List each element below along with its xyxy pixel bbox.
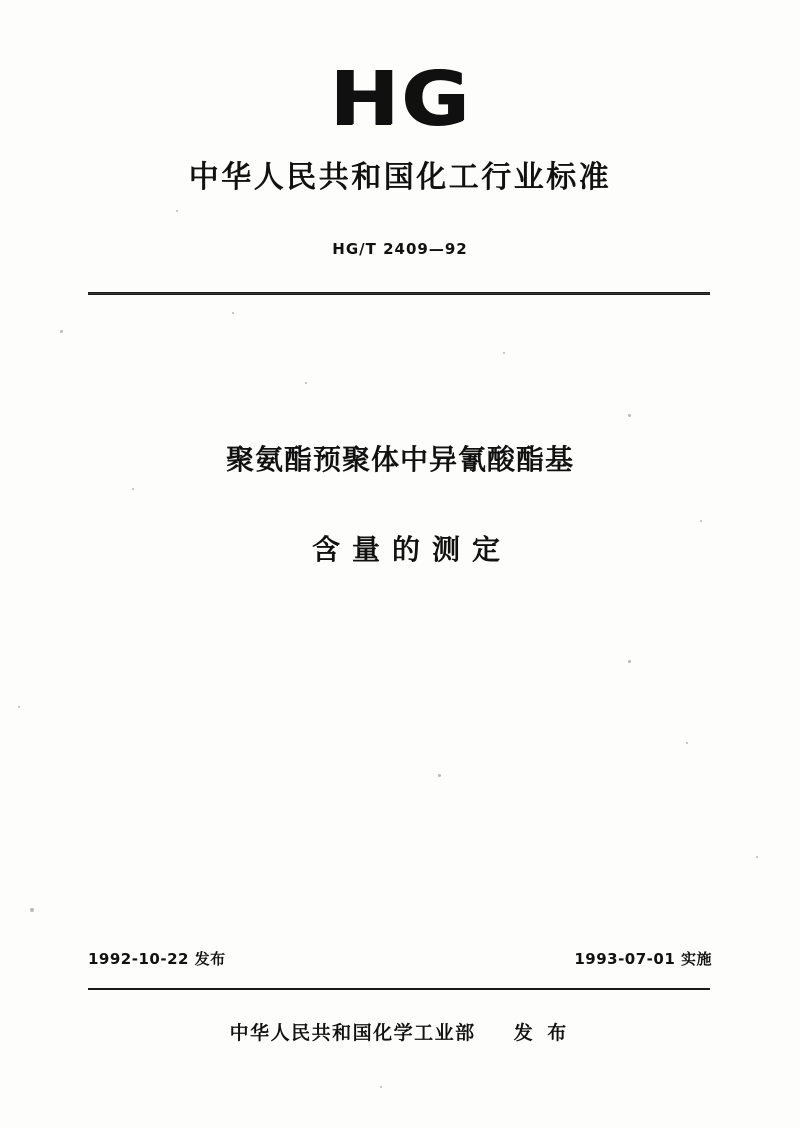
scan-speck bbox=[503, 352, 505, 354]
scan-speck bbox=[756, 856, 758, 858]
scan-speck bbox=[132, 488, 134, 490]
page-title-line-2: 含量的测定 bbox=[311, 533, 512, 566]
date-row bbox=[0, 948, 800, 972]
scan-speck bbox=[60, 330, 63, 333]
scan-speck bbox=[438, 774, 441, 777]
effective-date: 1993-07-01 实施 bbox=[574, 950, 712, 968]
scan-speck bbox=[628, 414, 631, 417]
scan-speck bbox=[700, 520, 702, 522]
hg-logo bbox=[0, 56, 800, 142]
standard-number: HG/T 2409—92 bbox=[332, 240, 468, 258]
scan-speck bbox=[176, 210, 178, 212]
scan-speck bbox=[30, 908, 34, 912]
footer-divider bbox=[88, 988, 710, 990]
publisher-name: 中华人民共和国化学工业部 bbox=[229, 1022, 476, 1044]
standard-authority-title: 中华人民共和国化工行业标准 bbox=[188, 160, 612, 195]
scan-speck bbox=[686, 742, 688, 744]
scan-speck bbox=[305, 382, 307, 384]
page-title-line-1: 聚氨酯预聚体中异氰酸酯基 bbox=[225, 443, 574, 476]
hg-logo-text: HG bbox=[329, 56, 471, 142]
publisher-verb: 发 布 bbox=[513, 1022, 571, 1044]
scan-speck bbox=[18, 706, 20, 708]
scan-speck bbox=[380, 1086, 382, 1088]
header-divider bbox=[88, 292, 710, 295]
issue-date: 1992-10-22 发布 bbox=[88, 950, 226, 968]
scan-speck bbox=[232, 312, 234, 314]
scan-speck bbox=[628, 660, 631, 663]
publisher-line bbox=[0, 1018, 800, 1045]
